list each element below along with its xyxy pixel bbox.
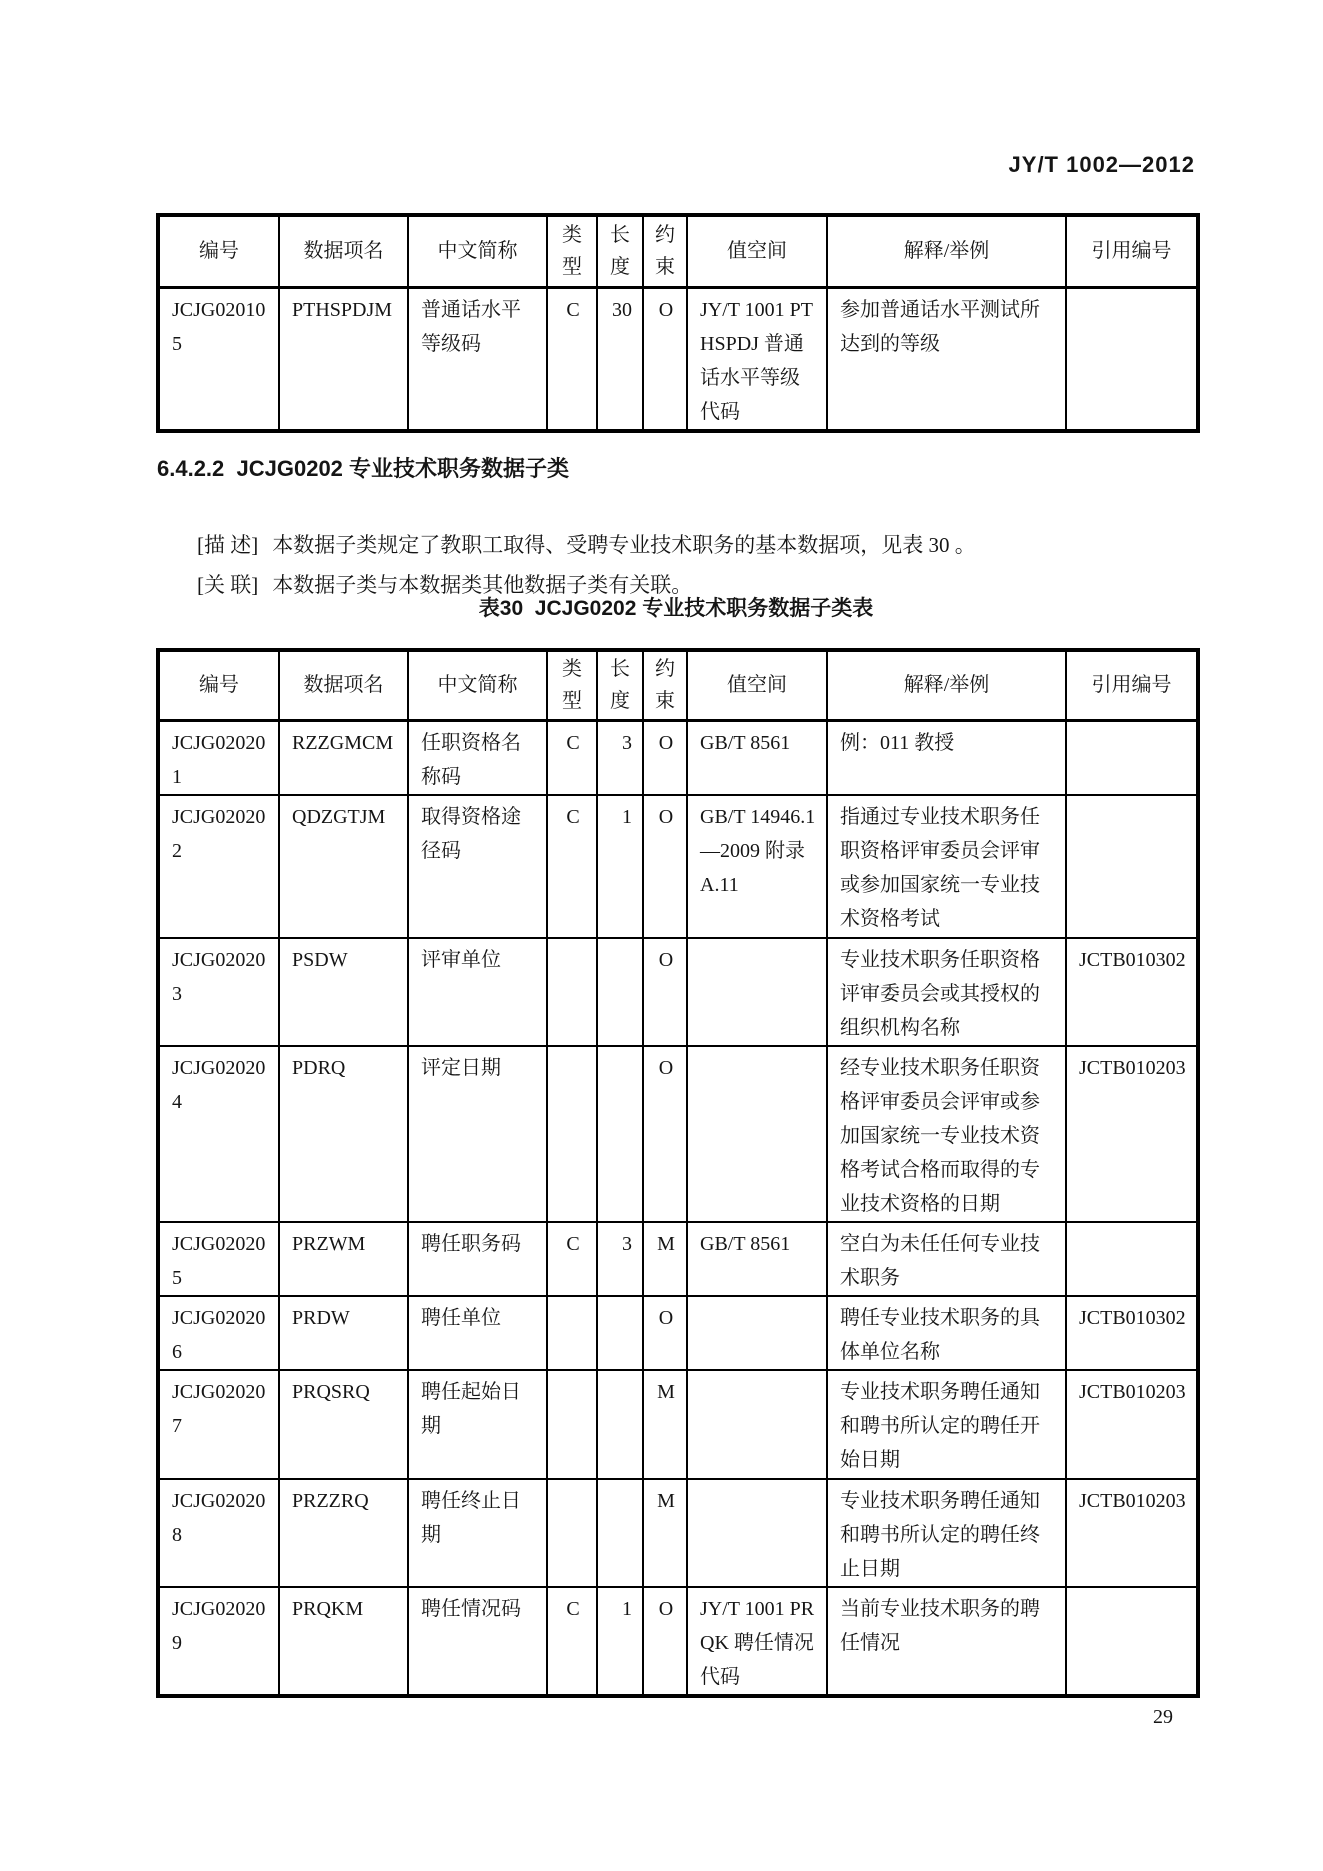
- cell-ref: [1066, 287, 1198, 431]
- col-header-constraint: [643, 650, 687, 720]
- col-header-value-space: 值空间: [687, 215, 827, 287]
- table-row: [158, 1296, 1198, 1370]
- cell-type: [547, 1479, 597, 1587]
- cell-explain: 指通过专业技术职务任职资格评审委员会评审或参加国家统一专业技术资格考试: [827, 795, 1066, 938]
- cell-cn-name: 任职资格名称码: [408, 720, 547, 795]
- col-header-ref: 引用编号: [1066, 650, 1198, 720]
- cell-cn-name: 聘任终止日期: [408, 1479, 547, 1587]
- cell-length: 3: [597, 720, 643, 795]
- cell-length: 3: [597, 1222, 643, 1296]
- table-row: [158, 795, 1198, 938]
- col-header-length: [597, 650, 643, 720]
- col-header-constraint-label: 约束: [655, 658, 675, 713]
- col-header-explain: 解释/举例: [827, 215, 1066, 287]
- cell-explain: 聘任专业技术职务的具体单位名称: [827, 1296, 1066, 1370]
- col-header-id: 编号: [158, 650, 279, 720]
- table-row: [158, 720, 1198, 795]
- cell-value-space: GB/T 14946.1—2009 附录 A.11: [687, 795, 827, 938]
- cell-constraint: O: [643, 1296, 687, 1370]
- cell-id: JCJG020105: [158, 287, 279, 431]
- col-header-type: [547, 650, 597, 720]
- cell-id: JCJG020203: [158, 938, 279, 1046]
- cell-cn-name: 聘任情况码: [408, 1587, 547, 1696]
- cell-constraint: O: [643, 720, 687, 795]
- cell-ref: [1066, 1587, 1198, 1696]
- cell-constraint: M: [643, 1370, 687, 1479]
- cell-type: [547, 1370, 597, 1479]
- col-header-value-space: 值空间: [687, 650, 827, 720]
- cell-id: JCJG020202: [158, 795, 279, 938]
- cell-cn-name: 聘任起始日期: [408, 1370, 547, 1479]
- cell-explain: 空白为未任任何专业技术职务: [827, 1222, 1066, 1296]
- cell-length: 1: [597, 795, 643, 938]
- cell-item-name: PRQKM: [279, 1587, 408, 1696]
- header-row: [158, 215, 1198, 287]
- cell-item-name: PRQSRQ: [279, 1370, 408, 1479]
- description-label: [描 述]: [197, 533, 259, 557]
- cell-value-space: [687, 938, 827, 1046]
- cell-explain: 经专业技术职务任职资格评审委员会评审或参加国家统一专业技术资格考试合格而取得的专业技术资格的日期: [827, 1046, 1066, 1222]
- cell-explain: 当前专业技术职务的聘任情况: [827, 1587, 1066, 1696]
- cell-cn-name: 普通话水平等级码: [408, 287, 547, 431]
- table-row: [158, 1046, 1198, 1222]
- cell-length: [597, 938, 643, 1046]
- col-header-type-label: 类型: [562, 658, 582, 713]
- relation-label: [关 联]: [197, 573, 259, 597]
- doc-code: JY/T 1002—2012: [1008, 152, 1195, 177]
- cell-explain: 参加普通话水平测试所达到的等级: [827, 287, 1066, 431]
- cell-constraint: O: [643, 938, 687, 1046]
- cell-type: C: [547, 1587, 597, 1696]
- cell-type: [547, 1296, 597, 1370]
- cell-ref: [1066, 1222, 1198, 1296]
- cell-id: JCJG020205: [158, 1222, 279, 1296]
- col-header-item-name: 数据项名: [279, 650, 408, 720]
- cell-cn-name: 聘任职务码: [408, 1222, 547, 1296]
- cell-constraint: O: [643, 287, 687, 431]
- col-header-cn-name: 中文简称: [408, 215, 547, 287]
- cell-type: [547, 938, 597, 1046]
- col-header-constraint-label: 约束: [655, 224, 675, 279]
- section-heading: 6.4.2.2 JCJG0202 专业技术职务数据子类: [157, 456, 570, 481]
- cell-id: JCJG020206: [158, 1296, 279, 1370]
- table-row: [158, 1587, 1198, 1696]
- cell-ref: JCTB010203: [1066, 1370, 1198, 1479]
- cell-value-space: [687, 1046, 827, 1222]
- cell-length: 30: [597, 287, 643, 431]
- cell-cn-name: 聘任单位: [408, 1296, 547, 1370]
- col-header-constraint: [643, 215, 687, 287]
- col-header-id: 编号: [158, 215, 279, 287]
- cell-constraint: O: [643, 795, 687, 938]
- cell-item-name: PRZWM: [279, 1222, 408, 1296]
- col-header-cn-name: 中文简称: [408, 650, 547, 720]
- description-text: 本数据子类规定了教职工取得、受聘专业技术职务的基本数据项，见表 30 。: [272, 533, 976, 557]
- cell-item-name: RZZGMCM: [279, 720, 408, 795]
- cell-explain: 专业技术职务聘任通知和聘书所认定的聘任终止日期: [827, 1479, 1066, 1587]
- col-header-ref: 引用编号: [1066, 215, 1198, 287]
- cell-constraint: O: [643, 1587, 687, 1696]
- col-header-type-label: 类型: [562, 224, 582, 279]
- table30: [156, 648, 1200, 1698]
- cell-type: C: [547, 795, 597, 938]
- table-row: [158, 287, 1198, 431]
- cell-ref: JCTB010302: [1066, 938, 1198, 1046]
- cell-item-name: PDRQ: [279, 1046, 408, 1222]
- cell-id: JCJG020209: [158, 1587, 279, 1696]
- cell-length: [597, 1296, 643, 1370]
- cell-value-space: GB/T 8561: [687, 720, 827, 795]
- cell-value-space: [687, 1479, 827, 1587]
- cell-value-space: [687, 1370, 827, 1479]
- page-number: 29: [1153, 1706, 1173, 1728]
- cell-constraint: M: [643, 1222, 687, 1296]
- col-header-item-name: 数据项名: [279, 215, 408, 287]
- cell-length: [597, 1370, 643, 1479]
- table-row: [158, 938, 1198, 1046]
- header-row: [158, 650, 1198, 720]
- cell-value-space: [687, 1296, 827, 1370]
- cell-explain: 专业技术职务聘任通知和聘书所认定的聘任开始日期: [827, 1370, 1066, 1479]
- cell-item-name: QDZGTJM: [279, 795, 408, 938]
- continuation-table: [156, 213, 1200, 433]
- cell-value-space: GB/T 8561: [687, 1222, 827, 1296]
- cell-length: [597, 1479, 643, 1587]
- relation-text: 本数据子类与本数据类其他数据子类有关联。: [272, 573, 693, 597]
- cell-ref: JCTB010302: [1066, 1296, 1198, 1370]
- cell-explain: 例：011 教授: [827, 720, 1066, 795]
- cell-ref: JCTB010203: [1066, 1479, 1198, 1587]
- cell-type: C: [547, 1222, 597, 1296]
- col-header-type: [547, 215, 597, 287]
- table-row: [158, 1222, 1198, 1296]
- cell-type: C: [547, 287, 597, 431]
- cell-cn-name: 评定日期: [408, 1046, 547, 1222]
- col-header-explain: 解释/举例: [827, 650, 1066, 720]
- cell-value-space: JY/T 1001 PRQK 聘任情况代码: [687, 1587, 827, 1696]
- cell-item-name: PTHSPDJM: [279, 287, 408, 431]
- cell-value-space: JY/T 1001 PTHSPDJ 普通话水平等级代码: [687, 287, 827, 431]
- cell-cn-name: 评审单位: [408, 938, 547, 1046]
- col-header-length-label: 长度: [610, 224, 630, 279]
- table-row: [158, 1479, 1198, 1587]
- cell-explain: 专业技术职务任职资格评审委员会或其授权的组织机构名称: [827, 938, 1066, 1046]
- cell-length: 1: [597, 1587, 643, 1696]
- cell-id: JCJG020207: [158, 1370, 279, 1479]
- cell-type: C: [547, 720, 597, 795]
- cell-id: JCJG020208: [158, 1479, 279, 1587]
- cell-type: [547, 1046, 597, 1222]
- table-row: [158, 1370, 1198, 1479]
- col-header-length-label: 长度: [610, 658, 630, 713]
- cell-id: JCJG020204: [158, 1046, 279, 1222]
- cell-item-name: PRZZRQ: [279, 1479, 408, 1587]
- cell-ref: [1066, 720, 1198, 795]
- cell-ref: JCTB010203: [1066, 1046, 1198, 1222]
- col-header-length: [597, 215, 643, 287]
- cell-constraint: O: [643, 1046, 687, 1222]
- cell-item-name: PRDW: [279, 1296, 408, 1370]
- cell-length: [597, 1046, 643, 1222]
- cell-ref: [1066, 795, 1198, 938]
- table30-caption: 表30 JCJG0202 专业技术职务数据子类表: [478, 597, 874, 620]
- cell-cn-name: 取得资格途径码: [408, 795, 547, 938]
- cell-id: JCJG020201: [158, 720, 279, 795]
- cell-item-name: PSDW: [279, 938, 408, 1046]
- cell-constraint: M: [643, 1479, 687, 1587]
